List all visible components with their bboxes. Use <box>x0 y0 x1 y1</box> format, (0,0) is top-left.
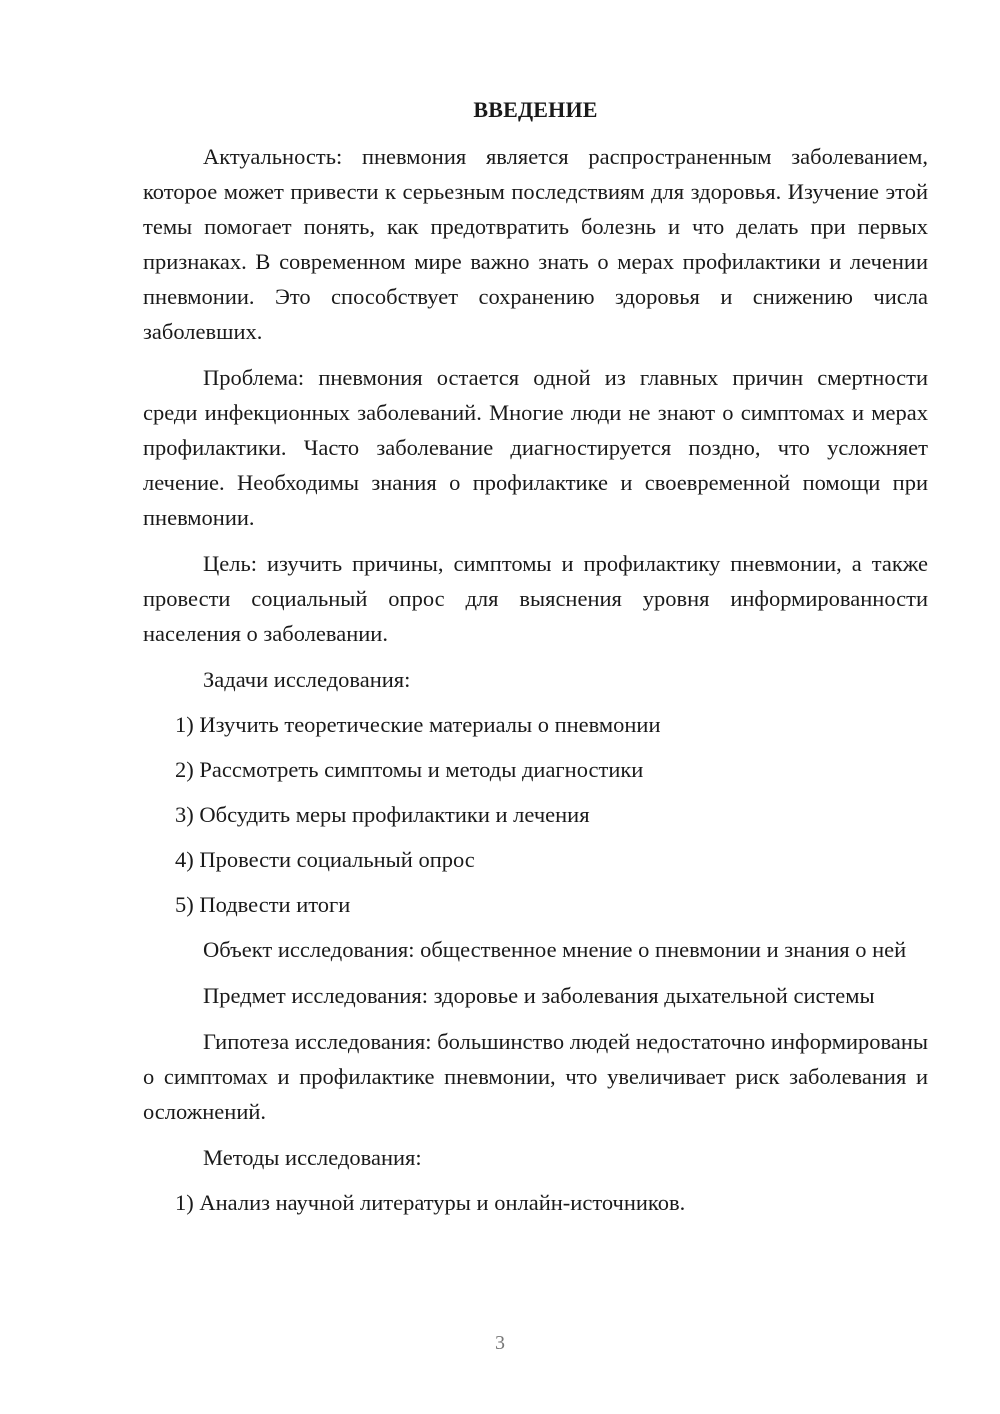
list-item: 1) Анализ научной литературы и онлайн-источников. <box>175 1190 686 1215</box>
page-content <box>143 95 928 1230</box>
methods-label: Методы исследования: <box>203 1145 422 1170</box>
list-item: 1) Изучить теоретические материалы о пневмонии <box>175 712 661 737</box>
tasks-list <box>143 707 928 922</box>
list-item: 5) Подвести итоги <box>175 892 351 917</box>
object-paragraph: Объект исследования: общественное мнение о пневмонии и знания о ней <box>203 937 907 962</box>
problem-paragraph: Проблема: пневмония остается одной из главных причин смертности среди инфекционных заболеваний. Многие люди не знают о симптомах и мерах профилактики. Часто заболевание диагностируется поздно, что усложняет лечение. Необходимы знания о профилактике и своевременной помощи при пневмонии. <box>143 365 928 530</box>
goal-paragraph: Цель: изучить причины, симптомы и профилактику пневмонии, а также провести социальный опрос для выяснения уровня информированности населения о заболевании. <box>143 551 928 646</box>
methods-list <box>143 1185 928 1220</box>
relevance-paragraph: Актуальность: пневмония является распространенным заболеванием, которое может привести к серьезным последствиям для здоровья. Изучение этой темы помогает понять, как предотвратить болезнь и что делать при первых признаках. В современном мире важно знать о мерах профилактики и лечении пневмонии. Это способствует сохранению здоровья и снижению числа заболевших. <box>143 144 928 344</box>
page-number: 3 <box>495 1332 505 1354</box>
list-item: 4) Провести социальный опрос <box>175 847 475 872</box>
tasks-label: Задачи исследования: <box>203 667 411 692</box>
list-item: 2) Рассмотреть симптомы и методы диагностики <box>175 757 644 782</box>
section-title: ВВЕДЕНИЕ <box>473 97 598 122</box>
subject-paragraph: Предмет исследования: здоровье и заболевания дыхательной системы <box>203 983 875 1008</box>
list-item: 3) Обсудить меры профилактики и лечения <box>175 802 590 827</box>
hypothesis-paragraph: Гипотеза исследования: большинство людей недостаточно информированы о симптомах и профилактике пневмонии, что увеличивает риск заболевания и осложнений. <box>143 1029 928 1124</box>
